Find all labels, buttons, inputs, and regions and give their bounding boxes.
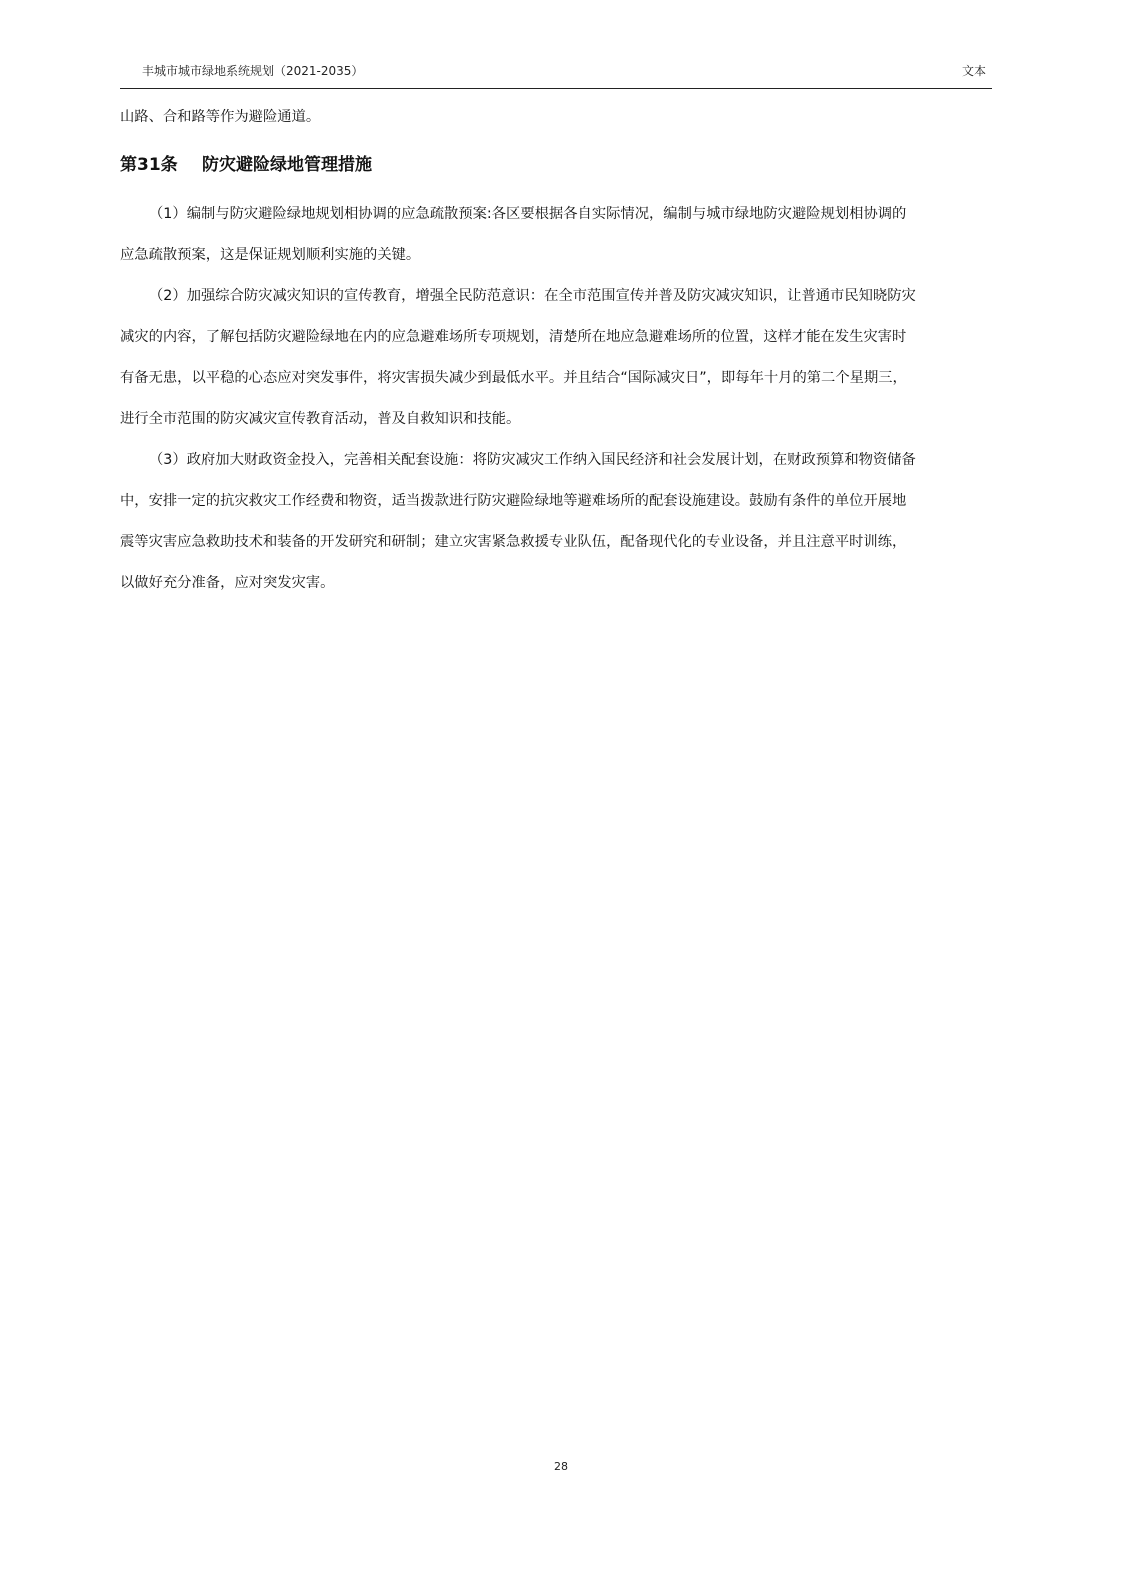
article-title: 防灾避险绿地管理措施 [202, 155, 372, 175]
paragraph-line: 中，安排一定的抗灾救灾工作经费和物资，适当拨款进行防灾避险绿地等避难场所的配套设施建设。鼓励有条件的单位开展地 [120, 493, 907, 509]
page-number: 28 [554, 1460, 568, 1473]
page-header [120, 56, 992, 89]
paragraph-3 [120, 443, 992, 607]
paragraph-line: 震等灾害应急救助技术和装备的开发研究和研制；建立灾害紧急救援专业队伍，配备现代化的专业设备，并且注意平时训练， [120, 534, 907, 550]
article-heading [120, 141, 992, 189]
paragraph-2 [120, 279, 992, 443]
continuation-line: 山路、合和路等作为避险通道。 [120, 109, 321, 125]
paragraph-line: （3）政府加大财政资金投入，完善相关配套设施：将防灾减灾工作纳入国民经济和社会发展计划，在财政预算和物资储备 [149, 452, 916, 468]
paragraph-line: 以做好充分准备，应对突发灾害。 [120, 575, 335, 591]
document-title: 丰城市城市绿地系统规划（2021-2035） [142, 64, 364, 78]
paragraph-line: 有备无患，以平稳的心态应对突发事件，将灾害损失减少到最低水平。并且结合“国际减灾日”，即每年十月的第二个星期三， [120, 370, 907, 386]
paragraph-1 [120, 197, 992, 279]
paragraph-line: 应急疏散预案，这是保证规划顺利实施的关键。 [120, 247, 421, 263]
section-label: 文本 [961, 64, 986, 78]
document-body [120, 100, 992, 607]
heading-spacer [120, 189, 992, 197]
article-number: 第31条 [120, 155, 178, 175]
paragraph-line: 进行全市范围的防灾减灾宣传教育活动，普及自救知识和技能。 [120, 411, 521, 427]
paragraph-line: （2）加强综合防灾减灾知识的宣传教育，增强全民防范意识：在全市范围宣传并普及防灾减灾知识，让普通市民知晓防灾 [149, 288, 916, 304]
paragraph-line: （1）编制与防灾避险绿地规划相协调的应急疏散预案:各区要根据各自实际情况，编制与城市绿地防灾避险规划相协调的 [149, 206, 907, 222]
paragraph-line: 减灾的内容，了解包括防灾避险绿地在内的应急避难场所专项规划，清楚所在地应急避难场所的位置，这样才能在发生灾害时 [120, 329, 907, 345]
